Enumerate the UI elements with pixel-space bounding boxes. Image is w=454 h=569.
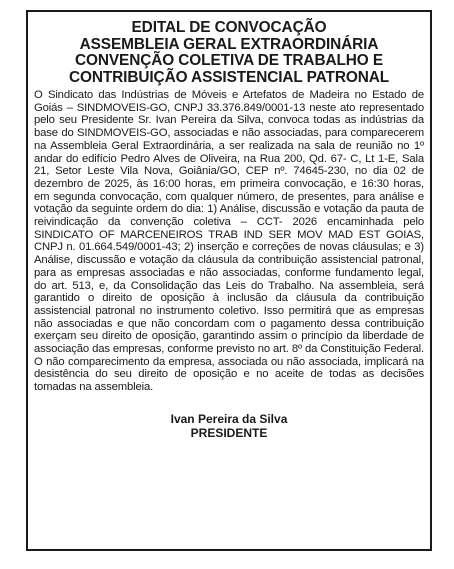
heading-line-4: CONTRIBUIÇÃO ASSISTENCIAL PATRONAL [68, 68, 390, 86]
heading-line-2: ASSEMBLEIA GERAL EXTRAORDINÁRIA [79, 35, 379, 53]
notice-body: O Sindicato das Indústrias de Móveis e Artefatos de Madeira no Estado de Goiás – SINDMOVEIS-GO, CNPJ 33.376.849/0001-13 neste ato representado pelo seu Presidente Sr. Ivan Pereira da Silva, convoca todas as indústrias da base do SINDMOVEIS-GO, associadas e não associadas, para comparecerem na Assembleia Geral Extraordinária, a ser realizada na sala de reunião no 1º andar do edifício Pedro Alves de Oliveira, na Rua 200, Qd. 67- C, Lt 1-E, Sala 21, Setor Leste Vila Nova, Goiânia/GO, CEP nº. 74645-230, no dia 02 de dezembro de 2025, às 16:00 horas, em primeira convocação, e 16:30 horas, em segunda convocação, com qualquer número, de presentes, para análise e votação da seguinte ordem do dia: 1) Análise, discussão e votação da pauta de reivindicação da convenção coletiva – CCT- 2026 encaminhada pelo SINDICATO OF MARCENEIROS TRAB IND SER MOV MAD EST GOIAS, CNPJ n. 01.664.549/0001-43; 2) inserção e correções de novas cláusulas; e 3) Análise, discussão e votação da cláusula da contribuição assistencial patronal, para as empresas associadas e não associadas, conforme fundamento legal, do art. 513, e, da Consolidação das Leis do Trabalho. Na assembleia, será garantido o direito de oposição à inclusão da cláusula da contribuição assistencial patronal no instrumento coletivo. Isso permitirá que as empresas não associadas e que não concordam com o pagamento dessa contribuição exerçam seu direito de oposição, garantindo assim o princípio da liberdade de associação das empresas, conforme previsto no art. 8º da Constituição Federal. O não comparecimento da empresa, associada ou não associada, implicará na desistência do seu direito de oposição e no aceite de todas as decisões tomadas na assembleia. [34, 89, 424, 394]
notice-box [26, 10, 432, 551]
notice-heading [34, 20, 424, 86]
heading-line-3: CONVENÇÃO COLETIVA DE TRABALHO E [74, 52, 384, 69]
heading-line-1: EDITAL DE CONVOCAÇÃO [131, 19, 327, 36]
signature-block [34, 412, 424, 440]
signature-name: Ivan Pereira da Silva [170, 411, 288, 426]
signature-role: PRESIDENTE [190, 425, 268, 440]
